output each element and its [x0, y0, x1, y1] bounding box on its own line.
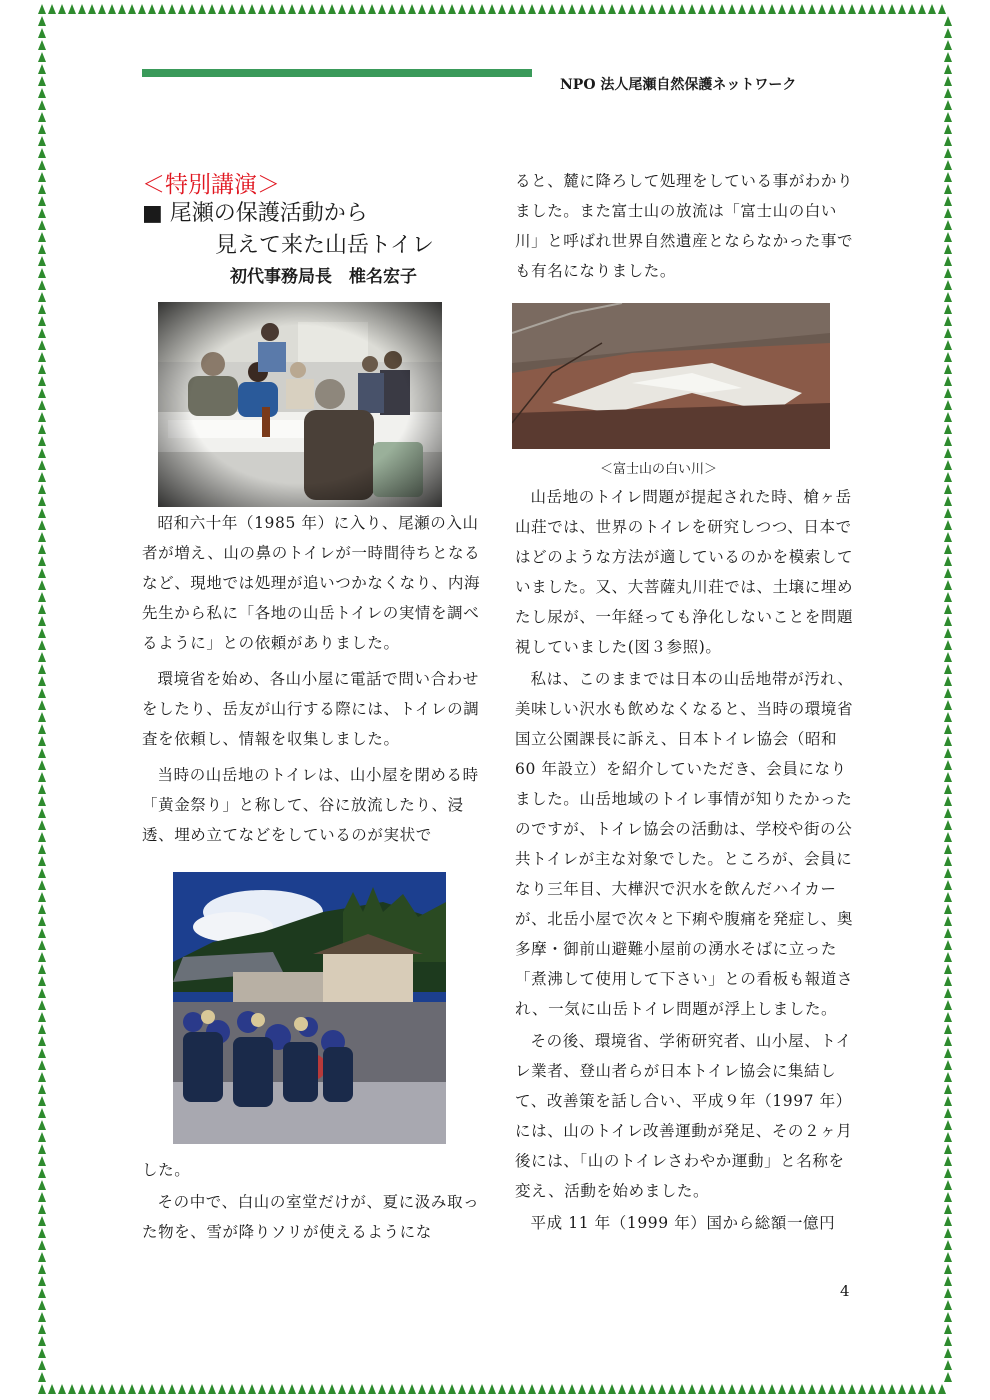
right-column-top	[515, 166, 855, 286]
paragraph: ると、麓に降ろして処理をしている事がわかりました。また富士山の放流は「富士山の白い川」と呼ばれ世界自然遺産とならなかった事でも有名になりました。	[515, 172, 854, 280]
paragraph: した。	[142, 1161, 191, 1179]
border-top	[38, 4, 948, 14]
page-number: 4	[840, 1282, 850, 1300]
border-right	[944, 16, 952, 1384]
fuji-photo	[512, 303, 830, 449]
paragraph: 私は、このままでは日本の山岳地帯が汚れ、美味しい沢水も飲めなくなると、当時の環境省国立公園課長に訴え、日本トイレ協会（昭和 60 年設立）を紹介していただき、会員になりました。山岳地域のトイレ事情が知りたかったのですが、トイレ協会の活動は、学校や街の公共トイレが主な対象でした。ところが、会員になり三年目、大樺沢で沢水を飲んだハイカーが、北岳小屋で次々と下痢や腹痛を発症し、奥多摩・御前山避難小屋前の湧水そばに立った「煮沸して使用して下さい」との看板も報道され、一気に山岳トイレ問題が浮上しました。	[515, 670, 854, 1018]
crowd-photo	[173, 872, 446, 1144]
header-org: NPO 法人尾瀬自然保護ネットワーク	[560, 77, 797, 93]
border-left	[38, 16, 46, 1384]
header-bar	[142, 69, 532, 77]
fuji-photo-caption: ＜富士山の白い川＞	[600, 462, 718, 477]
article-title-line2: 見えて来た山岳トイレ	[215, 233, 434, 258]
paragraph: その中で、白山の室堂だけが、夏に汲み取った物を、雪が降りソリが使えるようにな	[142, 1193, 480, 1241]
left-column-bottom	[142, 1155, 482, 1247]
left-column-top	[142, 508, 482, 850]
paragraph: 当時の山岳地のトイレは、山小屋を閉める時「黄金祭り」と称して、谷に放流したり、浸透、埋め立てなどをしているのが実状で	[142, 766, 479, 844]
article-title-line1: ■ 尾瀬の保護活動から	[142, 201, 368, 226]
special-lecture-label: ＜特別講演＞	[142, 172, 280, 198]
border-bottom	[38, 1384, 948, 1394]
article-author: 初代事務局長 椎名宏子	[230, 267, 417, 287]
paragraph: 環境省を始め、各山小屋に電話で問い合わせをしたり、岳友が山行する際には、トイレの調査を依頼し、情報を収集しました。	[142, 670, 480, 748]
paragraph: その後、環境省、学術研究者、山小屋、トイレ業者、登山者らが日本トイレ協会に集結して、改善策を話し合い、平成９年（1997 年）には、山のトイレ改善運動が発足、その２ヶ月後には、「山のトイレさわやか運動」と名称を変え、活動を始めました。	[515, 1032, 853, 1200]
paragraph: 平成 11 年（1999 年）国から総額一億円	[530, 1214, 836, 1232]
meeting-photo	[158, 302, 442, 507]
right-column-bottom	[515, 482, 855, 1238]
paragraph: 山岳地のトイレ問題が提起された時、槍ヶ岳山荘では、世界のトイレを研究しつつ、日本ではどのような方法が適しているのかを模索していました。又、大菩薩丸川荘では、土壌に埋めたし尿が、一年経っても浄化しないことを問題視していました(図３参照)。	[515, 488, 854, 656]
paragraph: 昭和六十年（1985 年）に入り、尾瀬の入山者が増え、山の鼻のトイレが一時間待ちとなるなど、現地では処理が追いつかなくなり、内海先生から私に「各地の山岳トイレの実情を調べるように」との依頼がありました。	[142, 514, 481, 652]
